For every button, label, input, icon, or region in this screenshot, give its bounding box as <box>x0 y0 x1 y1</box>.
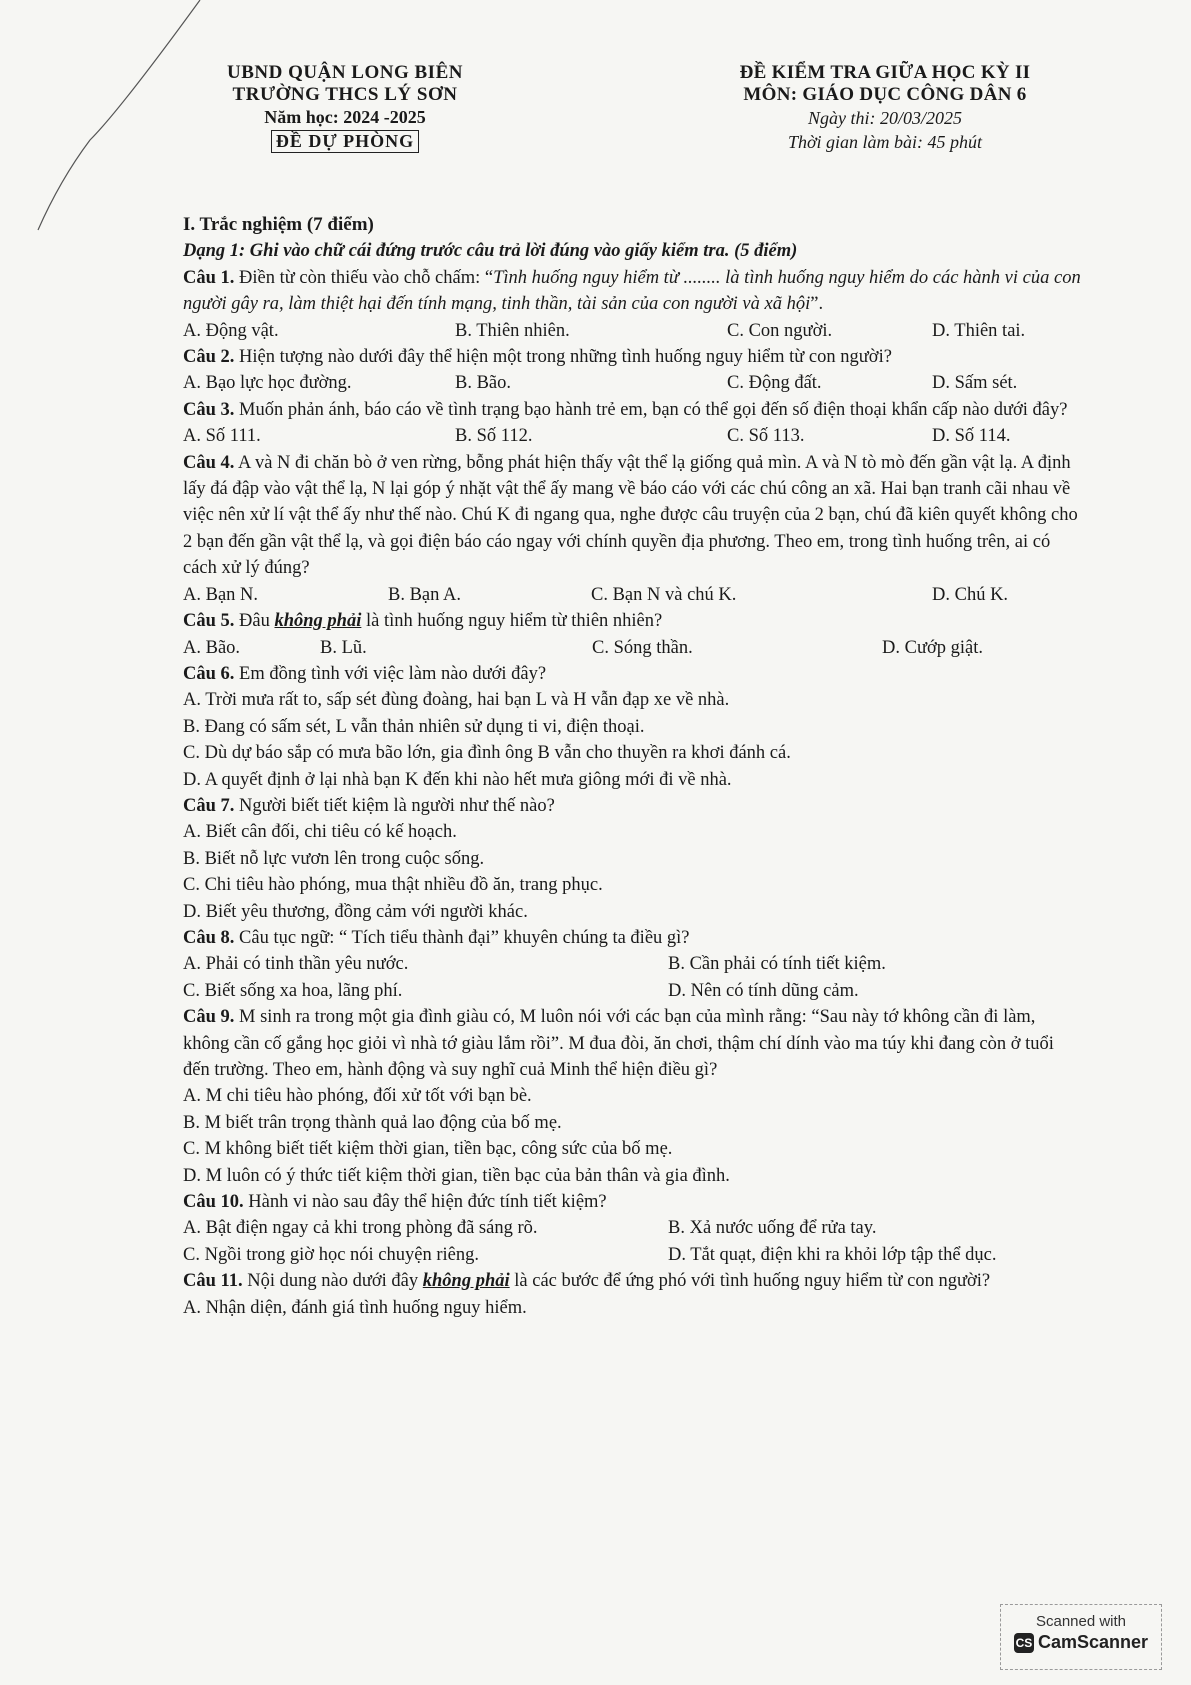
exam-content <box>183 212 1083 1321</box>
question-3-options <box>183 423 1083 449</box>
question-number: Câu 5. <box>183 611 235 632</box>
option-c: C. Sóng thần. <box>592 637 693 658</box>
option-b: B. Biết nỗ lực vươn lên trong cuộc sống. <box>183 848 485 869</box>
subject-title: MÔN: GIÁO DỤC CÔNG DÂN 6 <box>743 84 1027 105</box>
watermark-brand <box>1001 1632 1161 1653</box>
option-a: A. Bão. <box>183 637 241 658</box>
watermark-caption: Scanned with <box>1035 1613 1127 1630</box>
option-d: D. Tắt quạt, điện khi ra khỏi lớp tập thể dục. <box>668 1244 997 1265</box>
option-a: A. Bạo lực học đường. <box>183 373 352 394</box>
option-d: D. Sấm sét. <box>932 373 1018 394</box>
option-c: C. Dù dự báo sắp có mưa bão lớn, gia đình ông B vẫn cho thuyền ra khơi đánh cá. <box>183 743 791 764</box>
question-1-options <box>183 318 1083 344</box>
question-text-end: là các bước để ứng phó với tình huống nguy hiểm từ con người? <box>509 1271 991 1292</box>
question-10-options-row1 <box>183 1215 1083 1241</box>
option-d: D. Chú K. <box>932 584 1009 605</box>
question-3 <box>183 397 1083 423</box>
option-c: C. Động đất. <box>727 373 822 394</box>
question-11 <box>183 1268 1083 1294</box>
question-number: Câu 2. <box>183 347 235 368</box>
question-8 <box>183 925 1083 951</box>
option-c: C. M không biết tiết kiệm thời gian, tiền bạc, công sức của bố mẹ. <box>183 1139 673 1160</box>
negation-emphasis: không phải <box>422 1271 510 1292</box>
option-b: B. Số 112. <box>455 426 533 447</box>
header-right <box>700 62 1070 154</box>
option-b: B. Xả nước uống để rửa tay. <box>668 1218 877 1239</box>
option-c: C. Số 113. <box>727 426 805 447</box>
question-number: Câu 1. <box>183 267 235 288</box>
question-text-end: ”. <box>810 294 824 315</box>
camscanner-logo-icon: CS <box>1014 1633 1034 1653</box>
question-8-options-row2 <box>183 978 1083 1004</box>
question-7 <box>183 793 1083 819</box>
question-text: Người biết tiết kiệm là người như thế nào? <box>234 795 555 816</box>
question-text: Nội dung nào dưới đây <box>242 1271 423 1292</box>
question-text: Hành vi nào sau đây thể hiện đức tính tiết kiệm? <box>243 1192 607 1213</box>
question-quote: Tình huống nguy hiểm từ ........ là tình huống nguy hiểm do các hành vi của con người gây ra, làm thiệt hại đến tính mạng, tinh thần, tài sản của con người và xã hội <box>183 267 1081 315</box>
question-number: Câu 11. <box>183 1271 243 1292</box>
option-a: A. Phải có tinh thần yêu nước. <box>183 954 409 975</box>
part-instruction: Dạng 1: Ghi vào chữ cái đứng trước câu trả lời đúng vào giấy kiểm tra. (5 điểm) <box>183 241 798 262</box>
option-b: B. Đang có sấm sét, L vẫn thản nhiên sử dụng ti vi, điện thoại. <box>183 716 645 737</box>
option-c: C. Ngồi trong giờ học nói chuyện riêng. <box>183 1244 479 1265</box>
question-4-options <box>183 582 1083 608</box>
question-text: Điền từ còn thiếu vào chỗ chấm: “ <box>234 267 494 288</box>
question-text: Muốn phản ánh, báo cáo về tình trạng bạo hành trẻ em, bạn có thể gọi đến số điện thoại khẩn cấp nào dưới đây? <box>234 399 1068 420</box>
option-b: B. Bạn A. <box>388 584 461 605</box>
option-a: A. Động vật. <box>183 320 279 341</box>
question-1 <box>183 265 1083 318</box>
question-2-options <box>183 370 1083 396</box>
section-heading: I. Trắc nghiệm (7 điểm) <box>183 214 374 235</box>
option-d: D. Thiên tai. <box>932 320 1026 341</box>
question-number: Câu 3. <box>183 399 235 420</box>
question-number: Câu 9. <box>183 1007 235 1028</box>
question-10-options-row2 <box>183 1242 1083 1268</box>
option-b: B. Bão. <box>455 373 512 394</box>
question-number: Câu 10. <box>183 1192 244 1213</box>
question-number: Câu 7. <box>183 795 235 816</box>
option-c: C. Chi tiêu hào phóng, mua thật nhiều đồ ăn, trang phục. <box>183 875 603 896</box>
option-b: B. Thiên nhiên. <box>455 320 570 341</box>
option-d: D. Nên có tính dũng cảm. <box>668 980 859 1001</box>
question-10 <box>183 1189 1083 1215</box>
question-9 <box>183 1004 1083 1083</box>
header-left <box>200 62 490 153</box>
option-b: B. Cần phải có tính tiết kiệm. <box>668 954 886 975</box>
option-a: A. Bật điện ngay cả khi trong phòng đã sáng rõ. <box>183 1218 538 1239</box>
question-6 <box>183 661 1083 687</box>
question-number: Câu 8. <box>183 927 235 948</box>
question-text: A và N đi chăn bò ở ven rừng, bỗng phát hiện thấy vật thể lạ giống quả mìn. A và N tò mò đến gần vật lạ. A định lấy đá đập vào vật thể lạ, N lại góp ý nhặt vật thể ấy mang về báo cáo với các chú công an xã. Hai bạn tranh cãi nhau về việc nên xử lí vật thể ấy như thế nào. Chú K đi ngang qua, nghe được câu truyện của 2 bạn, chú đã kiên quyết không cho 2 bạn đến gần vật thể lạ, và gọi điện báo cáo ngay với chính quyền địa phương. Theo em, trong tình huống trên, ai có cách xử lý đúng? <box>183 452 1078 579</box>
brand-name: CamScanner <box>1037 1632 1149 1652</box>
exam-date: Ngày thi: 20/03/2025 <box>808 108 962 128</box>
question-number: Câu 4. <box>183 452 235 473</box>
question-text: Em đồng tình với việc làm nào dưới đây? <box>234 663 547 684</box>
question-text: Câu tục ngữ: “ Tích tiểu thành đại” khuyên chúng ta điều gì? <box>234 927 690 948</box>
district-name: UBND QUẬN LONG BIÊN <box>227 62 463 83</box>
option-a: A. Số 111. <box>183 426 261 447</box>
question-text: M sinh ra trong một gia đình giàu có, M luôn nói với các bạn của mình rằng: “Sau này tớ không cần đi làm, không cần cố gắng học giỏi vì nhà tớ giàu lắm rồi”. M đua đòi, ăn chơi, thậm chí dính vào ma túy khi đang còn ở tuổi đến trường. Theo em, hành động và suy nghĩ cuả Minh thể hiện điều gì? <box>183 1007 1054 1080</box>
option-a: A. Trời mưa rất to, sấp sét đùng đoàng, hai bạn L và H vẫn đạp xe về nhà. <box>183 690 730 711</box>
option-a: A. M chi tiêu hào phóng, đối xử tốt với bạn bè. <box>183 1086 532 1107</box>
option-c: C. Bạn N và chú K. <box>591 584 737 605</box>
school-name: TRƯỜNG THCS LÝ SƠN <box>232 84 458 105</box>
negation-emphasis: không phải <box>274 611 362 632</box>
question-text: Hiện tượng nào dưới đây thể hiện một trong những tình huống nguy hiểm từ con người? <box>234 347 892 368</box>
option-a: A. Biết cân đối, chi tiêu có kế hoạch. <box>183 822 457 843</box>
option-c: C. Con người. <box>727 320 833 341</box>
option-d: D. Cướp giật. <box>882 637 984 658</box>
exam-duration: Thời gian làm bài: 45 phút <box>787 132 983 152</box>
camscanner-watermark <box>1000 1604 1162 1670</box>
option-d: D. A quyết định ở lại nhà bạn K đến khi nào hết mưa giông mới đi về nhà. <box>183 769 732 790</box>
option-d: D. M luôn có ý thức tiết kiệm thời gian, tiền bạc của bản thân và gia đình. <box>183 1165 730 1186</box>
reserve-exam-box: ĐỀ DỰ PHÒNG <box>271 130 419 153</box>
question-text: Đâu <box>234 611 275 632</box>
option-d: D. Số 114. <box>932 426 1011 447</box>
option-b: B. Lũ. <box>320 637 367 658</box>
question-4 <box>183 450 1083 582</box>
option-b: B. M biết trân trọng thành quả lao động của bố mẹ. <box>183 1112 562 1133</box>
exam-title: ĐỀ KIỂM TRA GIỮA HỌC KỲ II <box>739 62 1031 83</box>
option-a: A. Nhận diện, đánh giá tình huống nguy hiểm. <box>183 1297 527 1318</box>
question-text-end: là tình huống nguy hiểm từ thiên nhiên? <box>361 611 663 632</box>
question-5-options <box>183 635 1083 661</box>
question-8-options-row1 <box>183 951 1083 977</box>
question-5 <box>183 608 1083 634</box>
question-2 <box>183 344 1083 370</box>
option-a: A. Bạn N. <box>183 584 259 605</box>
option-d: D. Biết yêu thương, đồng cảm với người khác. <box>183 901 528 922</box>
option-c: C. Biết sống xa hoa, lãng phí. <box>183 980 403 1001</box>
school-year: Năm học: 2024 -2025 <box>264 107 426 127</box>
question-number: Câu 6. <box>183 663 235 684</box>
